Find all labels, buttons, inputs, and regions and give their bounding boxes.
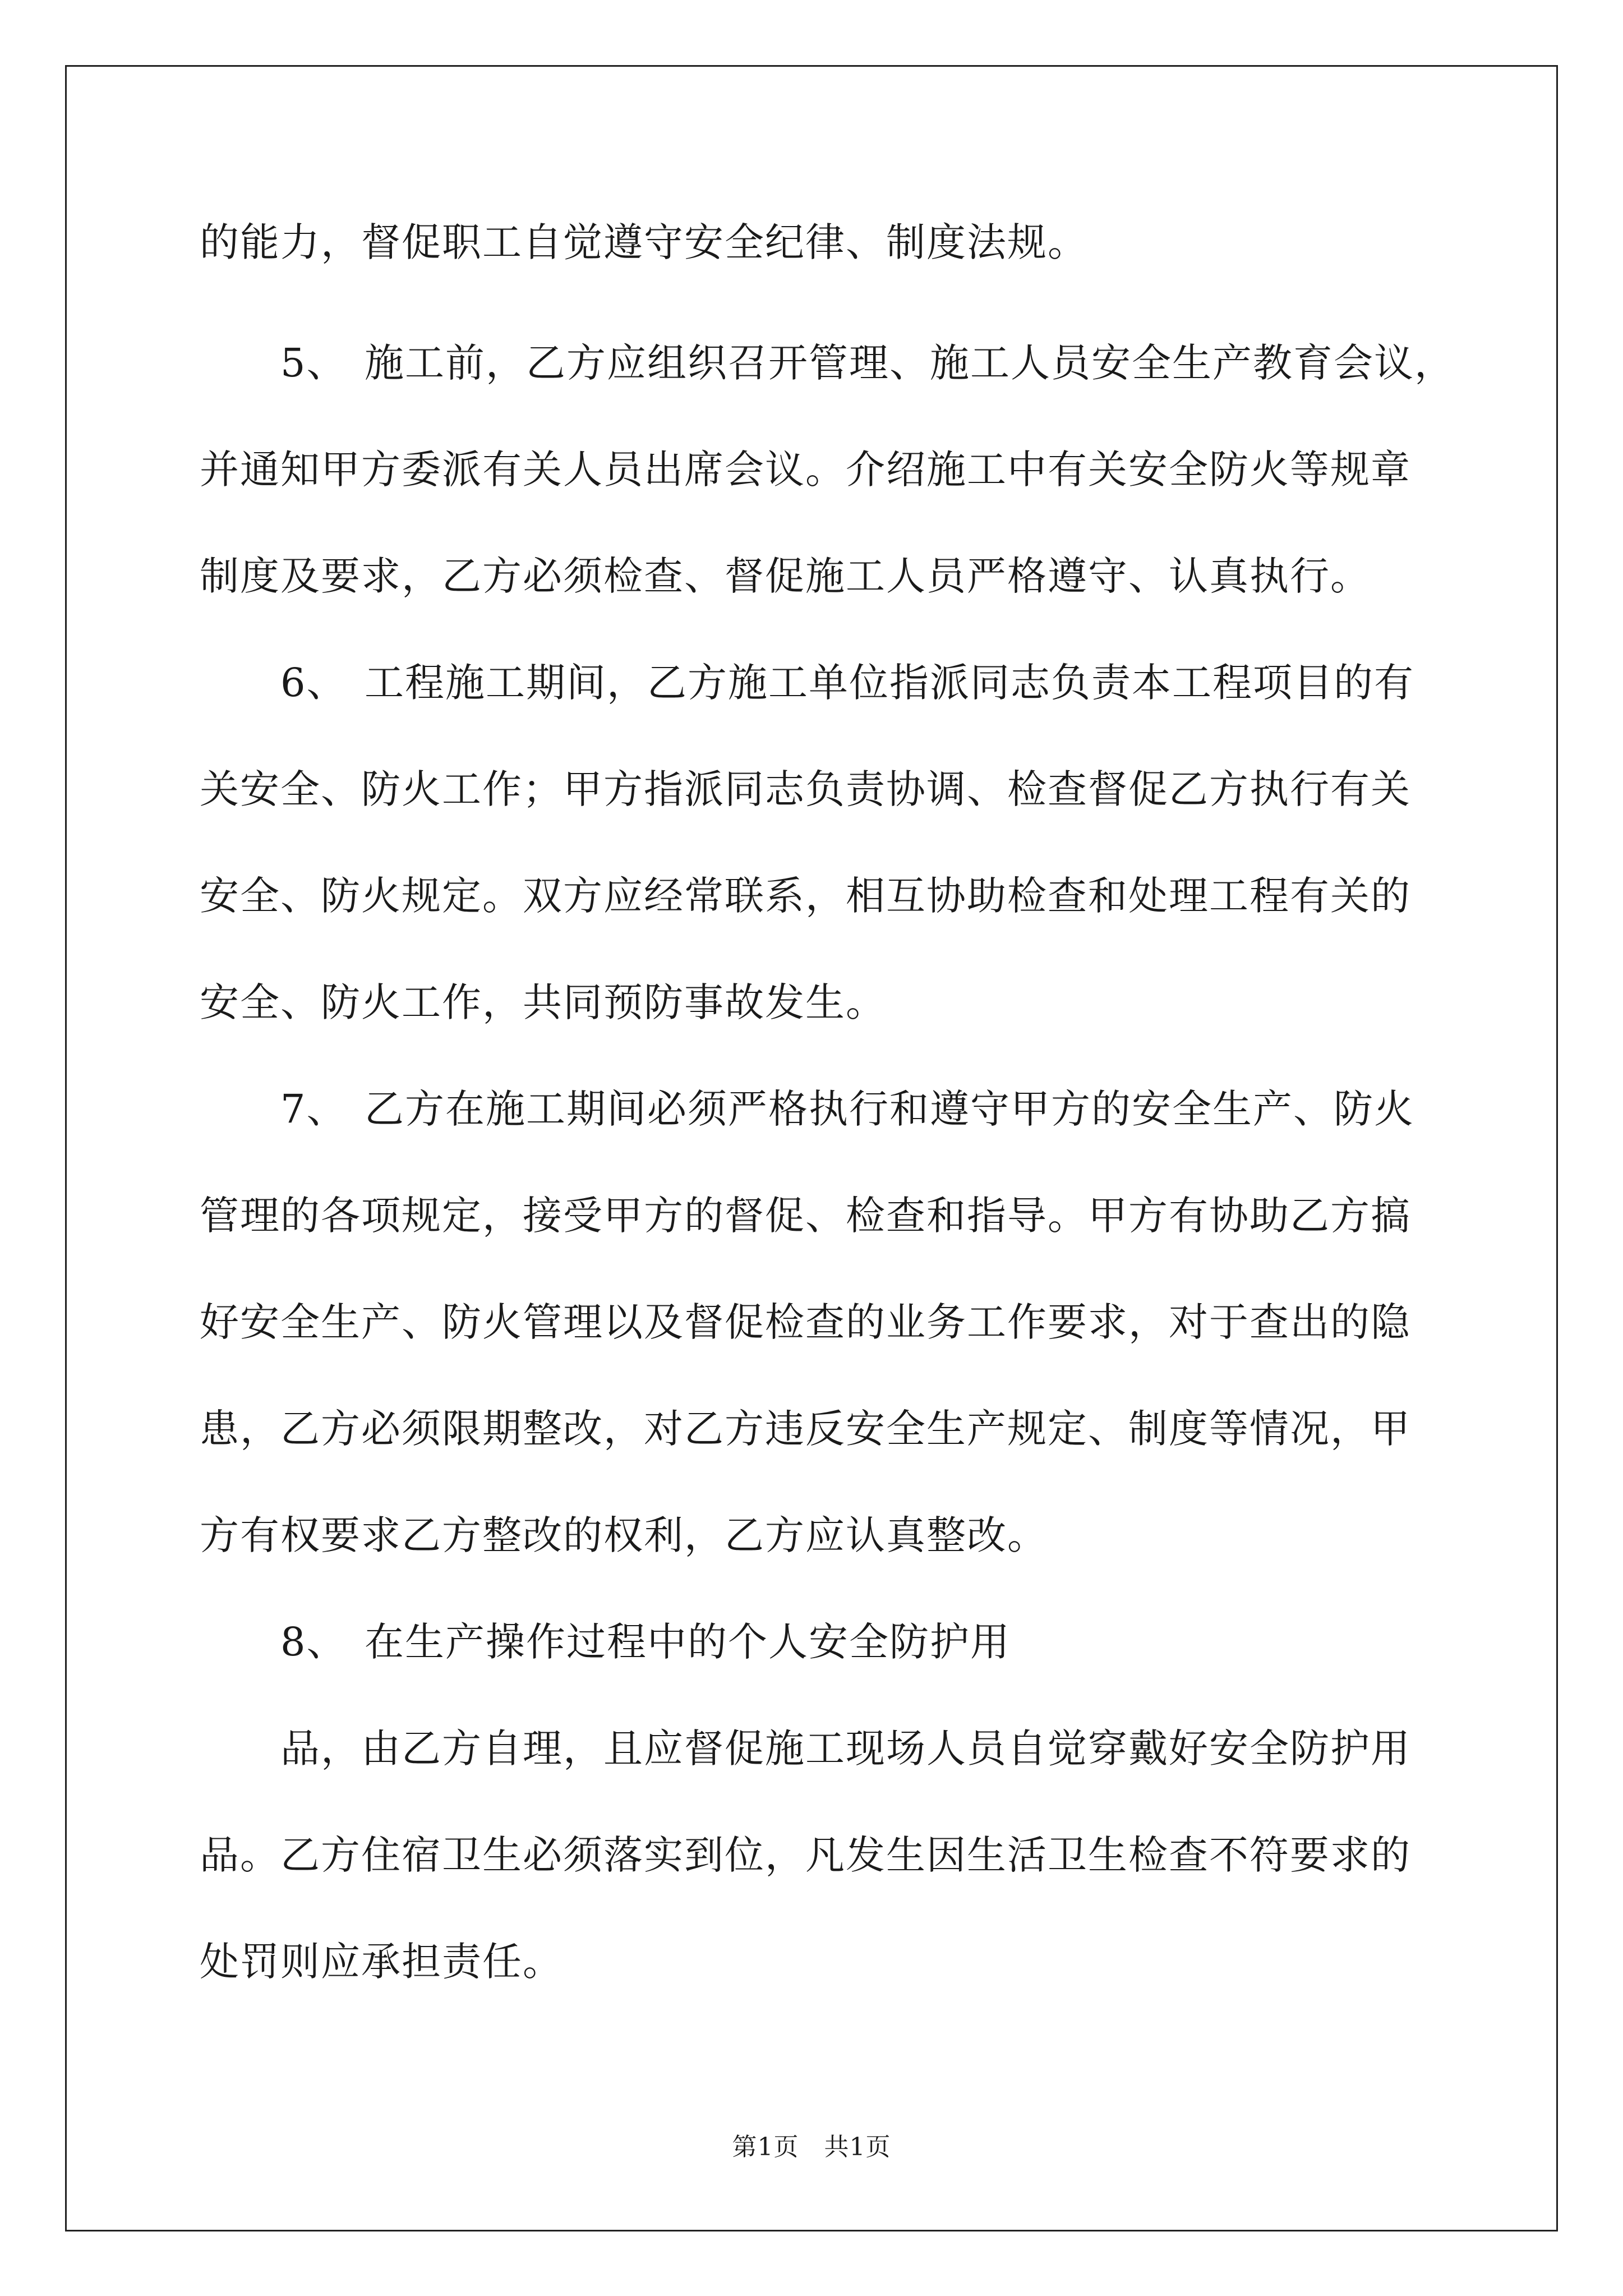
- paragraph-number: 8、: [280, 1619, 347, 1665]
- paragraph-5-first-line: [280, 340, 1455, 386]
- text-line: 品，由乙方自理，且应督促施工现场人员自觉穿戴好安全防护用: [280, 1726, 1411, 1772]
- text-line: 并通知甲方委派有关人员出席会议。介绍施工中有关安全防火等规章: [200, 447, 1411, 493]
- text-line: 患，乙方必须限期整改，对乙方违反安全生产规定、制度等情况，甲: [200, 1406, 1411, 1452]
- text-line: 品。乙方住宿卫生必须落实到位，凡发生因生活卫生检查不符要求的: [200, 1832, 1411, 1878]
- text-line: 制度及要求，乙方必须检查、督促施工人员严格遵守、认真执行。: [200, 553, 1371, 599]
- paragraph-number: 6、: [280, 660, 347, 706]
- text-line: 处罚则应承担责任。: [200, 1939, 563, 1985]
- text-line: 方有权要求乙方整改的权利，乙方应认真整改。: [200, 1512, 1048, 1558]
- page-border: [65, 65, 1558, 2231]
- text-line: 乙方在施工期间必须严格执行和遵守甲方的安全生产、防火: [365, 1086, 1414, 1132]
- text-line: 管理的各项规定，接受甲方的督促、检查和指导。甲方有协助乙方搞: [200, 1193, 1411, 1239]
- paragraph-number: 5、: [280, 340, 347, 386]
- text-line: 的能力，督促职工自觉遵守安全纪律、制度法规。: [200, 219, 1088, 265]
- text-line: 关安全、防火工作；甲方指派同志负责协调、检查督促乙方执行有关: [200, 766, 1411, 812]
- page-footer: 第1页 共1页: [732, 2133, 891, 2161]
- text-line: 好安全生产、防火管理以及督促检查的业务工作要求，对于查出的隐: [200, 1299, 1411, 1345]
- text-line: 工程施工期间，乙方施工单位指派同志负责本工程项目的有: [365, 660, 1414, 706]
- paragraph-7-first-line: [280, 1086, 1414, 1132]
- paragraph-number: 7、: [280, 1086, 347, 1132]
- paragraph-8-first-line: [280, 1619, 1011, 1665]
- paragraph-6-first-line: [280, 660, 1414, 706]
- text-line: 施工前，乙方应组织召开管理、施工人员安全生产教育会议，: [365, 340, 1455, 386]
- text-line: 安全、防火工作，共同预防事故发生。: [200, 979, 886, 1025]
- text-line: 安全、防火规定。双方应经常联系，相互协助检查和处理工程有关的: [200, 873, 1411, 919]
- text-line: 在生产操作过程中的个人安全防护用: [365, 1619, 1011, 1665]
